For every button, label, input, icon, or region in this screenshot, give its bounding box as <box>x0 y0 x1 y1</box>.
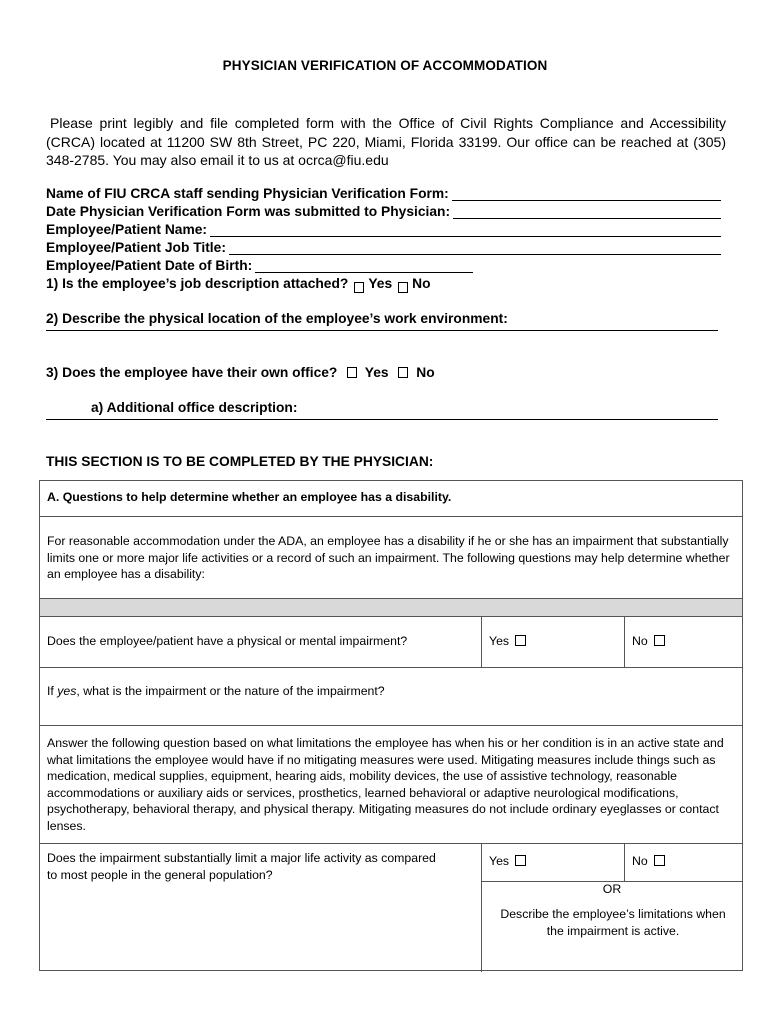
dob-label: Employee/Patient Date of Birth: <box>46 258 253 273</box>
q1-no-checkbox[interactable] <box>398 282 408 293</box>
staff-name-label: Name of FIU CRCA staff sending Physician Verification Form: <box>46 186 449 201</box>
dob-field[interactable] <box>255 259 473 273</box>
staff-name-field[interactable] <box>452 187 721 201</box>
date-submitted-field[interactable] <box>453 205 721 219</box>
q3-row <box>46 365 435 380</box>
limit-yes[interactable] <box>489 853 526 870</box>
q1-row <box>46 275 721 293</box>
physician-section-heading: THIS SECTION IS TO BE COMPLETED BY THE PHYSICIAN: <box>46 454 434 469</box>
job-title-label: Employee/Patient Job Title: <box>46 240 226 255</box>
intro-paragraph <box>46 114 726 170</box>
job-title-row <box>46 239 721 257</box>
q2-label: 2) Describe the physical location of the employee’s work environment: <box>46 311 508 326</box>
dob-row <box>46 257 721 275</box>
q3a-label: a) Additional office description: <box>91 400 298 415</box>
impairment-yes-checkbox[interactable] <box>515 635 526 646</box>
q3-no-label: No <box>416 365 435 380</box>
impairment-yes-label: Yes <box>489 634 510 648</box>
impairment-no[interactable] <box>632 633 665 650</box>
q1-no-label: No <box>412 276 431 291</box>
substantial-limit-question: Does the impairment substantially limit a major life activity as compared to most people in the general population? <box>47 851 436 882</box>
impairment-yes[interactable] <box>489 633 526 650</box>
impairment-no-label: No <box>632 634 648 648</box>
patient-name-field[interactable] <box>210 223 721 237</box>
limit-yes-checkbox[interactable] <box>515 855 526 866</box>
limit-no-checkbox[interactable] <box>654 855 665 866</box>
limit-yes-label: Yes <box>489 854 510 868</box>
impairment-no-checkbox[interactable] <box>654 635 665 646</box>
staff-name-row <box>46 185 721 203</box>
if-suffix: , what is the impairment or the nature of the impairment? <box>76 684 385 698</box>
q2-answer-line[interactable] <box>46 330 718 331</box>
q1-yes-label: Yes <box>368 276 393 291</box>
q1-yes-checkbox[interactable] <box>354 282 364 293</box>
if-prefix: If <box>47 684 58 698</box>
date-submitted-label: Date Physician Verification Form was submitted to Physician: <box>46 204 451 219</box>
job-title-field[interactable] <box>229 241 721 255</box>
patient-name-label: Employee/Patient Name: <box>46 222 208 237</box>
if-yes-italic: yes <box>57 684 77 698</box>
physician-table <box>39 480 743 971</box>
gray-separator-bar <box>40 599 742 616</box>
q1-label: 1) Is the employee’s job description attached? <box>46 276 349 291</box>
or-label: OR <box>602 882 622 896</box>
ada-definition: For reasonable accommodation under the ADA, an employee has a disability if he or she has an impairment that substantially limits one or more major life activities or a record of such an impairment. The following questions may help determine whether an employee has a disability: <box>47 534 730 581</box>
q3-yes-checkbox[interactable] <box>347 367 357 378</box>
limit-no-label: No <box>632 854 648 868</box>
impairment-nature-question <box>40 683 385 700</box>
date-submitted-row <box>46 203 721 221</box>
describe-limitations-text: Describe the employee’s limitations when the impairment is active. <box>500 907 726 938</box>
form-title: PHYSICIAN VERIFICATION OF ACCOMMODATION <box>222 58 548 73</box>
header-fields <box>46 185 721 293</box>
table-a-heading: A. Questions to help determine whether an employee has a disability. <box>47 490 452 504</box>
impairment-question: Does the employee/patient have a physical or mental impairment? <box>47 634 408 648</box>
intro-text: Please print legibly and file completed form with the Office of Civil Rights Compliance and Accessibility (CRCA) located at 11200 SW 8th Street, PC 220, Miami, Florida 33199. Our office can be reached at (305) 348-2785. You may also email it to us at ocrca@fiu.edu <box>46 115 726 168</box>
q3-label: 3) Does the employee have their own office? <box>46 365 338 380</box>
q3a-answer-line[interactable] <box>46 419 718 420</box>
q3-no-checkbox[interactable] <box>398 367 408 378</box>
q3-yes-label: Yes <box>364 365 389 380</box>
patient-name-row <box>46 221 721 239</box>
mitigating-measures-text: Answer the following question based on what limitations the employee has when his or her condition is in an active state and what limitations the employee would have if no mitigating measures were used. Mitigating measures include things such as medication, medical supplies, equipment, hearing aids, mobility devices, the use of assistive technology, reasonable accommodations or auxiliary aids or services, prosthetics, learned behavioral or adaptive neurological modifications, psychotherapy, behavioral therapy, and physical therapy. Mitigating measures do not include ordinary eyeglasses or contact lenses. <box>47 736 724 833</box>
limit-no[interactable] <box>632 853 665 870</box>
